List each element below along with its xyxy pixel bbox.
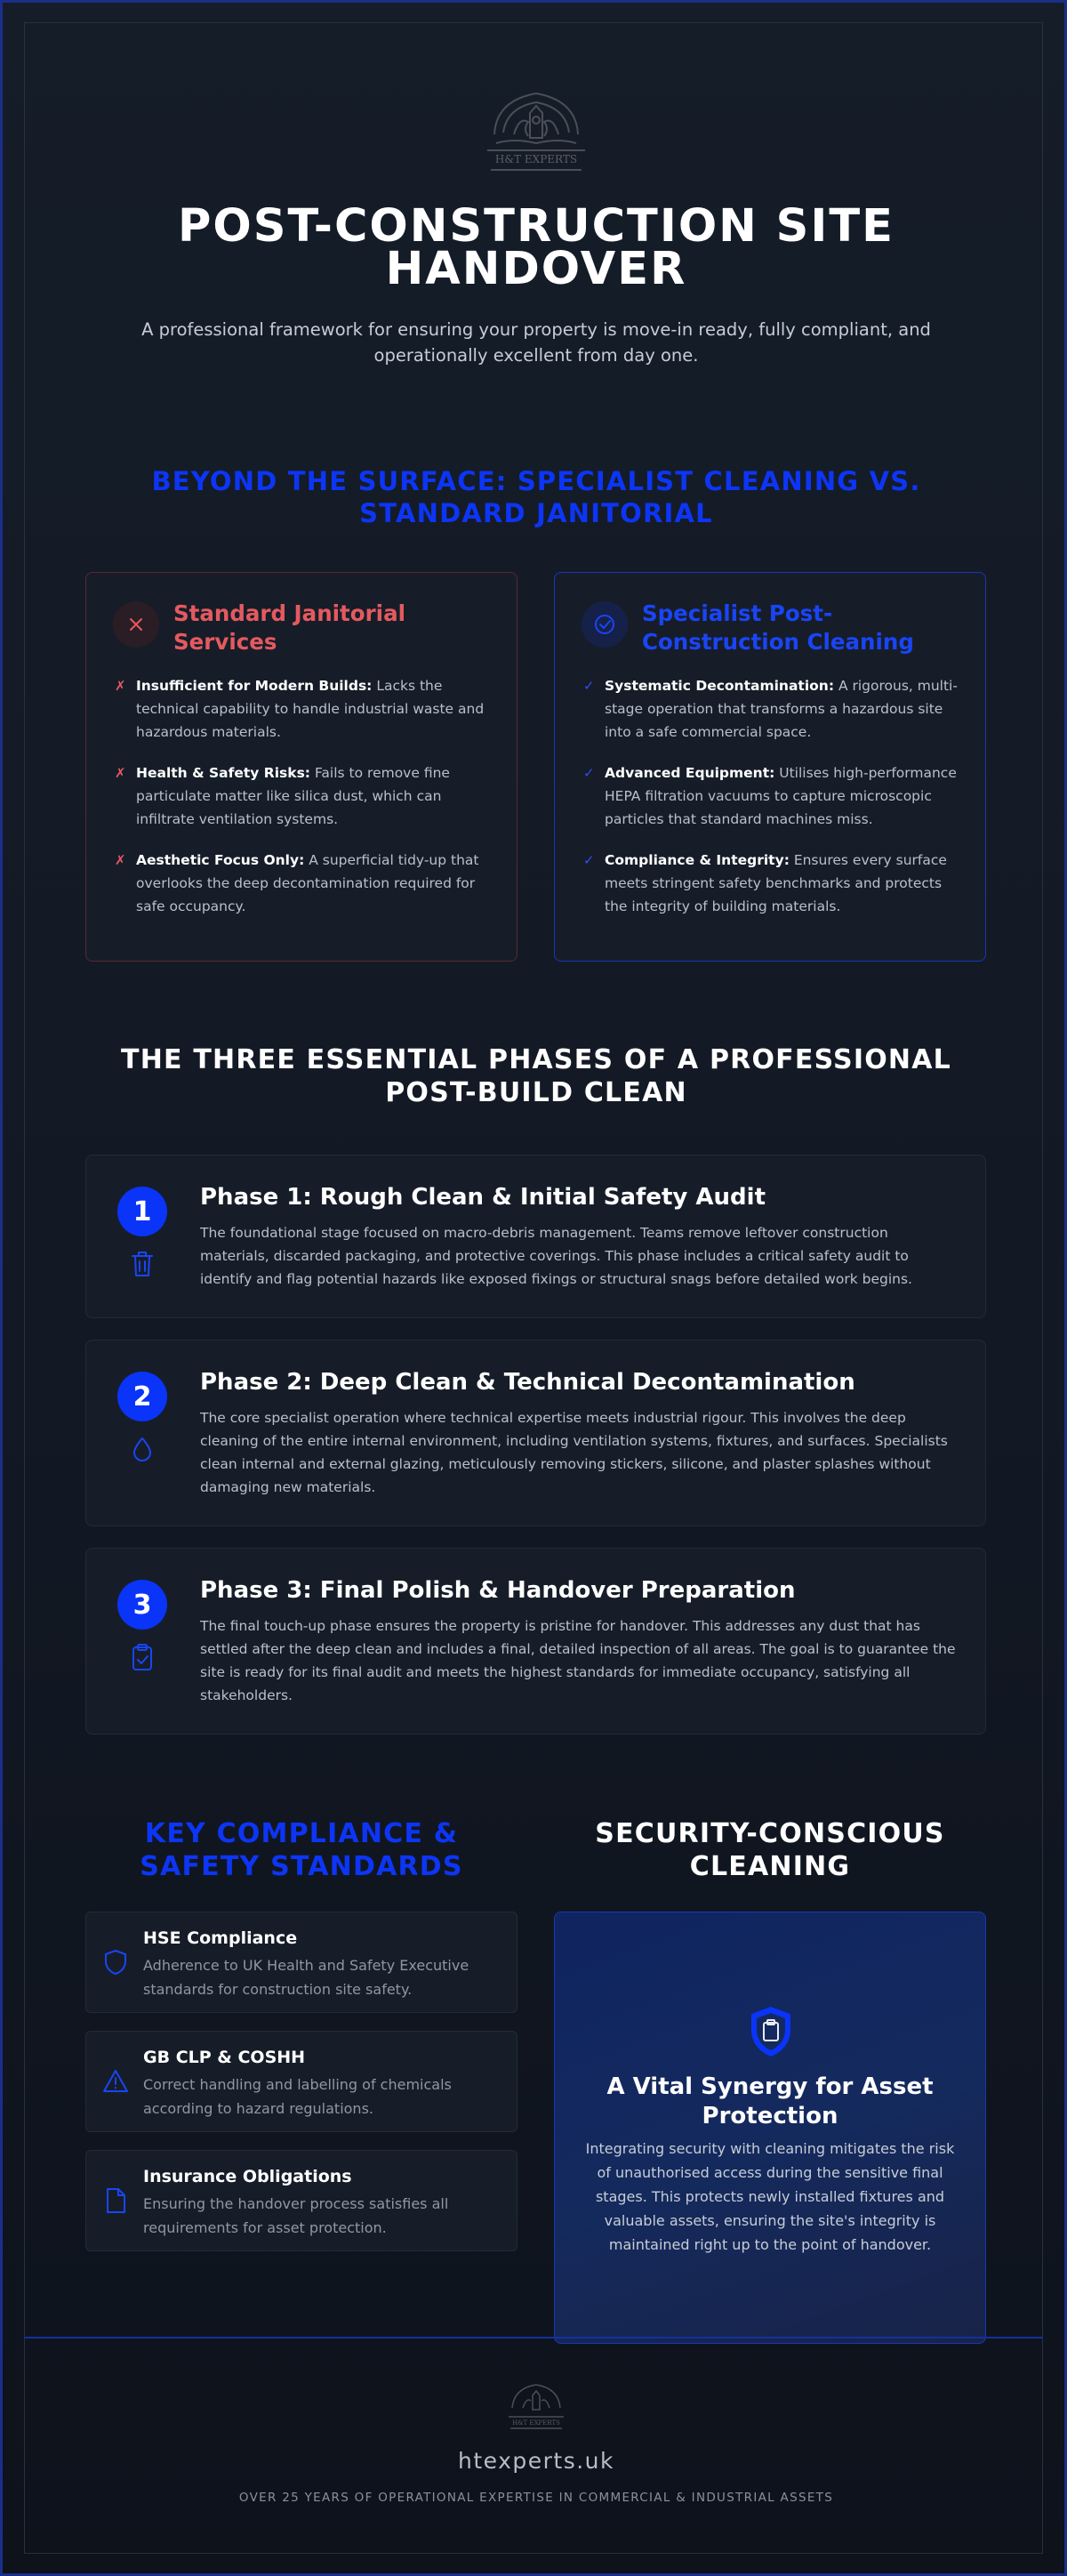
page-title: POST-CONSTRUCTION SITE HANDOVER (178, 200, 895, 295)
list-item (582, 674, 959, 744)
shield-clipboard-icon (749, 2005, 793, 2058)
compliance-description: Correct handling and labelling of chemicals according to hazard regulations. (143, 2076, 452, 2117)
compliance-description: Ensuring the handover process satisfies all requirements for asset protection. (143, 2195, 449, 2236)
compliance-title: GB CLP & COSHH (143, 2048, 306, 2067)
list-item (582, 761, 959, 831)
phase-number-badge: 2 (117, 1372, 167, 1421)
droplet-icon (129, 1435, 156, 1463)
cross-mark-icon: ✗ (115, 852, 126, 868)
card-header (582, 600, 959, 656)
item-text: Utilises high-performance HEPA filtration vacuums to capture microscopic particles that standard machines miss. (605, 765, 957, 827)
item-text: Ensures every surface meets stringent safety benchmarks and protects the integrity of building materials. (605, 852, 947, 914)
x-icon (113, 601, 159, 648)
item-text: Lacks the technical capability to handle industrial waste and hazardous materials. (136, 678, 485, 740)
standard-list (113, 674, 490, 918)
list-item (113, 761, 490, 831)
specialist-cleaning-card (554, 572, 986, 962)
security-title: A Vital Synergy for Asset Protection (606, 2073, 934, 2129)
security-heading: SECURITY-CONSCIOUS CLEANING (595, 1818, 945, 1882)
card-header (113, 600, 490, 656)
phases-heading: THE THREE ESSENTIAL PHASES OF A PROFESSIONAL POST-BUILD CLEAN (121, 1044, 951, 1108)
cross-mark-icon: ✗ (115, 765, 126, 781)
phase-card-3 (85, 1548, 986, 1735)
check-mark-icon: ✓ (583, 678, 595, 694)
list-item (113, 674, 490, 744)
phase-title: Phase 1: Rough Clean & Initial Safety Audit (200, 1184, 766, 1211)
compliance-card-hse (85, 1912, 517, 2013)
footer-logo-text: H&T EXPERTS (512, 2419, 560, 2427)
item-term: Aesthetic Focus Only: (136, 852, 305, 868)
list-item (113, 849, 490, 918)
check-circle-icon (582, 601, 628, 648)
item-term: Insufficient for Modern Builds: (136, 678, 373, 694)
company-logo (478, 81, 594, 177)
page-subtitle: A professional framework for ensuring your property is move-in ready, fully compliant, and operationally excellent from day one. (141, 319, 931, 366)
item-term: Health & Safety Risks: (136, 765, 311, 781)
phase-card-2 (85, 1340, 986, 1526)
standard-janitorial-card (85, 572, 517, 962)
security-card (554, 1912, 986, 2344)
compliance-title: HSE Compliance (143, 1928, 298, 1948)
card-title: Standard Janitorial Services (173, 600, 405, 655)
compliance-card-clp (85, 2031, 517, 2132)
footer-logo (503, 2378, 569, 2433)
item-text: A superficial tidy-up that overlooks the deep decontamination required for safe occupancy. (136, 852, 479, 914)
item-text: A rigorous, multi-stage operation that transforms a hazardous site into a safe commercial space. (605, 678, 958, 740)
comparison-heading: BEYOND THE SURFACE: SPECIALIST CLEANING VS. STANDARD JANITORIAL (151, 466, 921, 528)
check-mark-icon: ✓ (583, 765, 595, 781)
footer-website-link[interactable]: htexperts.uk (457, 2448, 614, 2474)
compliance-card-insurance (85, 2150, 517, 2251)
phase-description: The core specialist operation where technical expertise meets industrial rigour. This involves the deep cleaning of the entire internal environment, including ventilation systems, fixtures, and surfaces. Specialists clean internal and external glazing, meticulously removing stickers, silicone, and plaster splashes without damaging new materials. (200, 1410, 948, 1495)
phase-description: The final touch-up phase ensures the property is pristine for handover. This addresses any dust that has settled after the deep clean and includes a final, detailed inspection of all areas. The goal is to guarantee the site is ready for its final audit and meets the highest standards for immediate occupancy, satisfying all stakeholders. (200, 1618, 956, 1703)
compliance-description: Adherence to UK Health and Safety Executive standards for construction site safety. (143, 1957, 469, 1998)
clipboard-check-icon (129, 1643, 156, 1671)
document-icon (102, 2186, 129, 2215)
list-item (582, 849, 959, 918)
footer-divider (24, 2337, 1043, 2339)
item-term: Systematic Decontamination: (605, 678, 835, 694)
security-description: Integrating security with cleaning mitigates the risk of unauthorised access during the sensitive final stages. This protects newly installed fixtures and valuable assets, ensuring the site's integrity is maintained right up to the point of handover. (585, 2140, 955, 2253)
item-text: Fails to remove fine particulate matter like silica dust, which can infiltrate ventilation systems. (136, 765, 450, 827)
card-title: Specialist Post-Construction Cleaning (642, 600, 914, 655)
check-mark-icon: ✓ (583, 852, 595, 868)
item-term: Advanced Equipment: (605, 765, 775, 781)
phase-title: Phase 2: Deep Clean & Technical Decontamination (200, 1369, 855, 1396)
phase-title: Phase 3: Final Polish & Handover Preparation (200, 1577, 796, 1604)
compliance-heading: KEY COMPLIANCE & SAFETY STANDARDS (140, 1818, 463, 1882)
phase-number-badge: 1 (117, 1187, 167, 1236)
phase-number-badge: 3 (117, 1580, 167, 1630)
logo-text: H&T EXPERTS (494, 153, 578, 165)
phase-description: The foundational stage focused on macro-debris management. Teams remove leftover construction materials, discarded packaging, and protective coverings. This phase includes a critical safety audit to identify and flag potential hazards like exposed fixings or structural snags before detailed work begins. (200, 1225, 912, 1287)
footer-tagline: OVER 25 YEARS OF OPERATIONAL EXPERTISE IN COMMERCIAL & INDUSTRIAL ASSETS (238, 2491, 834, 2505)
phase-card-1 (85, 1155, 986, 1318)
warning-triangle-icon (102, 2067, 129, 2096)
specialist-list (582, 674, 959, 918)
cross-mark-icon: ✗ (115, 678, 126, 694)
trash-icon (129, 1250, 156, 1278)
item-term: Compliance & Integrity: (605, 852, 790, 868)
shield-icon (102, 1948, 129, 1976)
compliance-title: Insurance Obligations (143, 2167, 352, 2186)
